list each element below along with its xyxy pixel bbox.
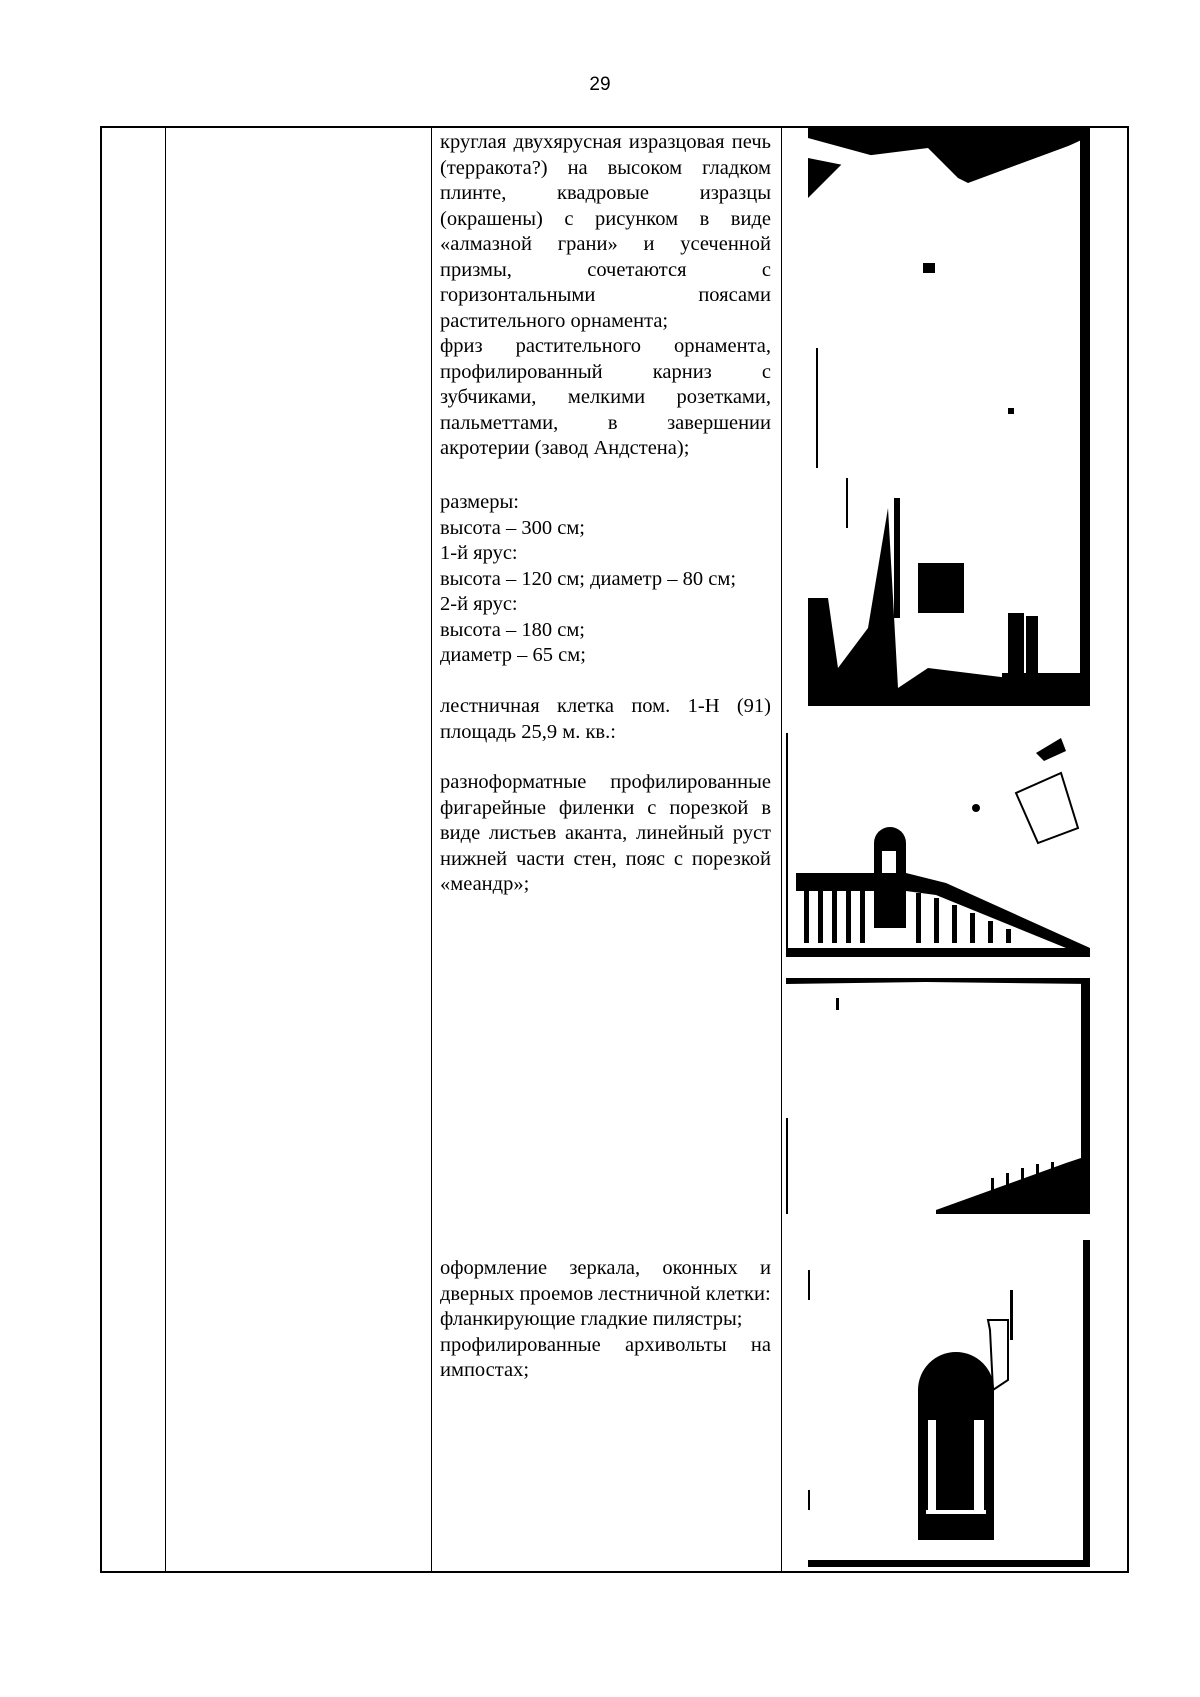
openings-line: фланкирующие гладкие пилястры; xyxy=(440,1308,743,1330)
tile-stove-room-photo xyxy=(808,128,1090,706)
staircase-heading: лестничная клетка пом. 1-Н (91) площадь 25,9 м. кв.: xyxy=(440,695,771,743)
arched-window-photo xyxy=(808,1240,1090,1567)
staircase-wall-photo xyxy=(786,978,1090,1214)
dimension-line: 1-й ярус: xyxy=(440,542,518,564)
dimension-line: 2-й ярус: xyxy=(440,593,518,615)
description-block-panels xyxy=(440,770,771,898)
staircase-railing-photo xyxy=(786,733,1090,957)
openings-heading: оформление зеркала, оконных и дверных проемов лестничной клетки: xyxy=(440,1257,771,1305)
dimension-line: диаметр – 65 см; xyxy=(440,644,586,666)
stove-description: круглая двухярусная изразцовая печь (терракота?) на высоком гладком плинте, квадровые изразцы (окрашены) с рисунком в виде «алмазной грани» и усеченной призмы, сочетаются с горизонтальными поясами растительного орнамента; xyxy=(440,131,771,332)
dimensions-heading: размеры: xyxy=(440,491,519,513)
dimension-line: высота – 120 см; диаметр – 80 см; xyxy=(440,567,737,590)
openings-line: профилированные архивольты на импостах; xyxy=(440,1333,771,1381)
column-divider-3 xyxy=(781,126,782,1573)
frieze-description: фриз растительного орнамента, профилированный карниз с зубчиками, мелкими розетками, пальметтами, в завершении акротерии (завод Андстена); xyxy=(440,335,771,459)
description-block-staircase xyxy=(440,694,771,745)
dimension-line: высота – 300 см; xyxy=(440,516,585,539)
description-block-stove xyxy=(440,130,771,462)
column-divider-2 xyxy=(431,126,432,1573)
description-block-openings xyxy=(440,1256,771,1384)
column-divider-1 xyxy=(165,126,166,1573)
dimension-line: высота – 180 см; xyxy=(440,618,585,641)
panels-description: разноформатные профилированные фигарейные филенки с порезкой в виде листьев аканта, линейный руст нижней части стен, пояс с порезкой «меандр»; xyxy=(440,771,771,895)
description-block-dimensions xyxy=(440,490,771,669)
page-number: 29 xyxy=(589,74,611,95)
